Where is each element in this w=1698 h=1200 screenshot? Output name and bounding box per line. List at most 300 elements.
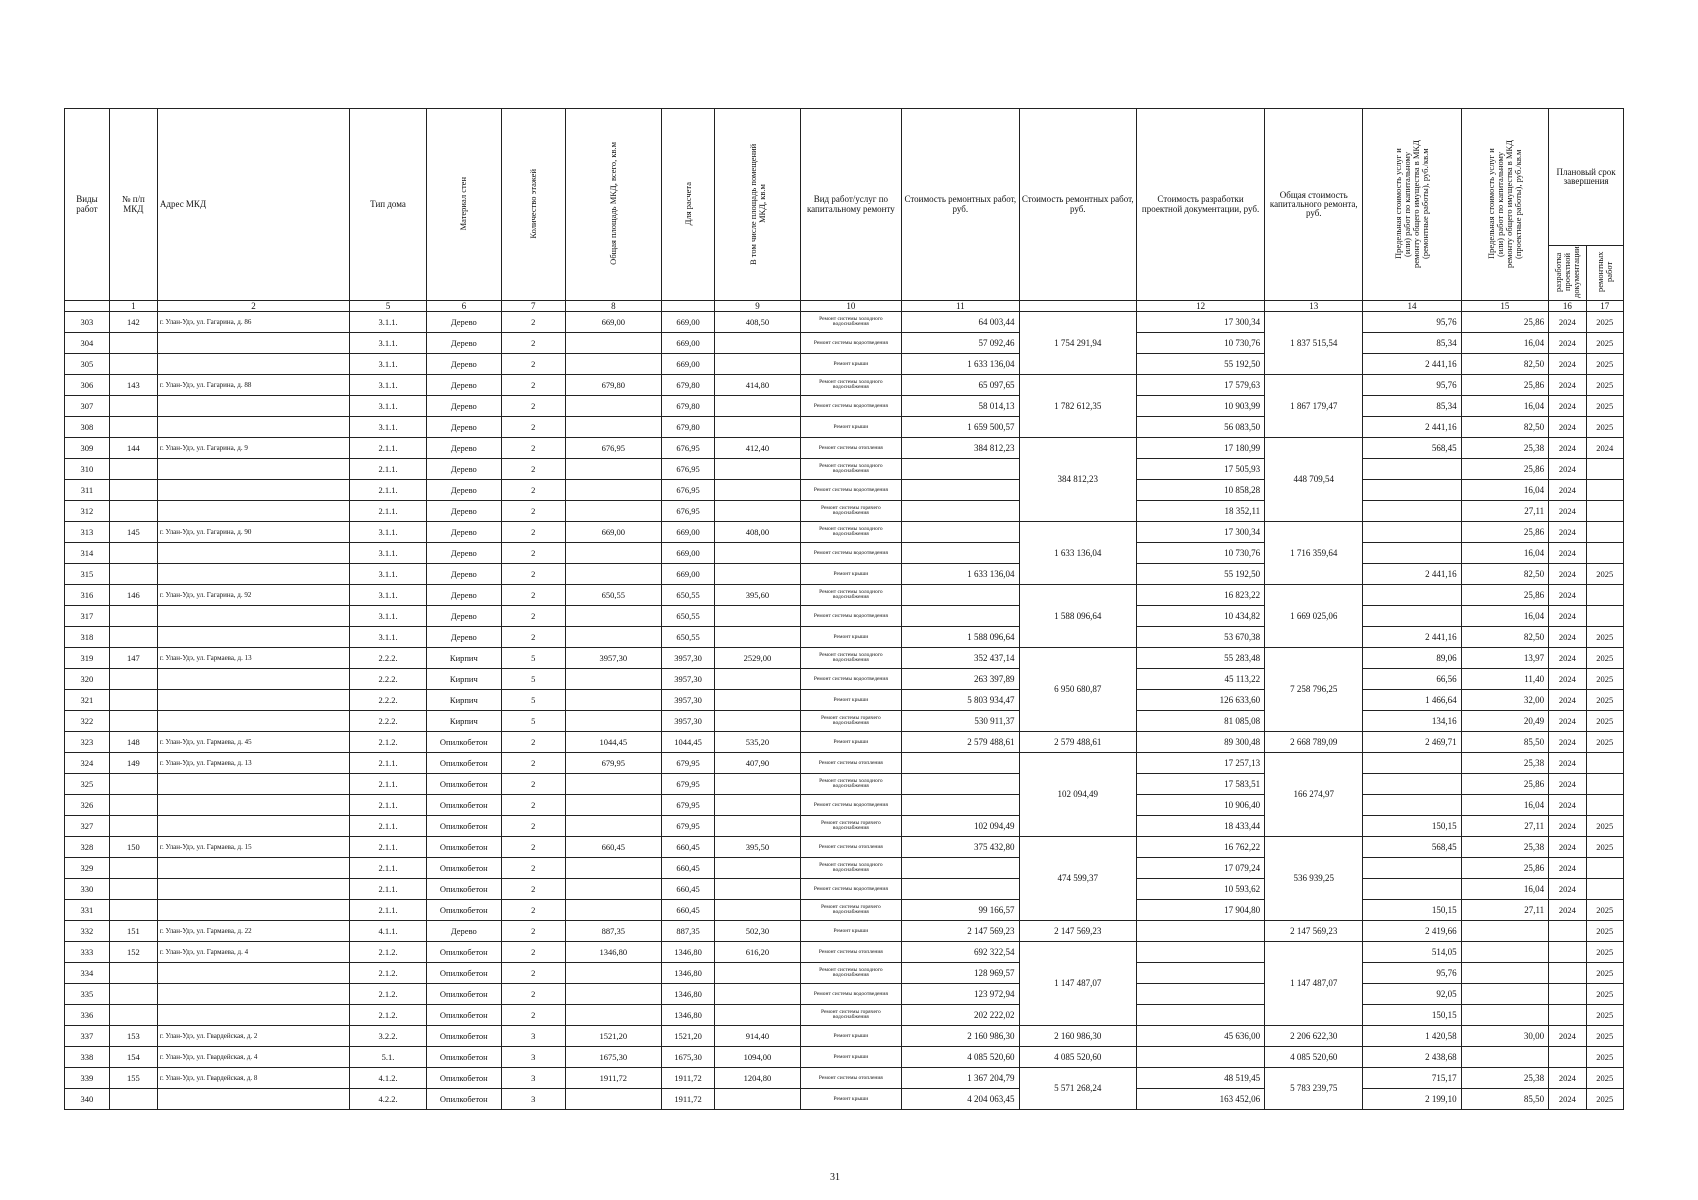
cell-design-cost (1137, 942, 1265, 963)
cell-wall-material: Опилкобетон (426, 1089, 501, 1110)
cell-repair-cost-sum: 2 160 986,30 (1019, 1026, 1136, 1047)
cell-plan-repair: 2024 (1586, 438, 1624, 459)
cell-limit-design: 82,50 (1461, 417, 1549, 438)
cell-address: г. Улан-Удэ, ул. Гвардейская, д. 4 (157, 1047, 349, 1068)
cell-limit-design: 16,04 (1461, 795, 1549, 816)
cell-total-area (565, 543, 661, 564)
cell-mkd-number (109, 669, 157, 690)
cell-repair-cost: 375 432,80 (902, 837, 1019, 858)
cell-plan-repair: 2025 (1586, 900, 1624, 921)
cell-repair-cost (902, 459, 1019, 480)
cell-total-area (565, 690, 661, 711)
cell-premises-area: 408,50 (715, 312, 800, 333)
cell-address (157, 669, 349, 690)
cell-mkd-number (109, 900, 157, 921)
cell-total-cost: 4 085 520,60 (1265, 1047, 1363, 1068)
cell-house-type: 3.1.1. (350, 396, 427, 417)
cell-address (157, 816, 349, 837)
cell-limit-design: 25,86 (1461, 774, 1549, 795)
cell-repair-cost: 530 911,37 (902, 711, 1019, 732)
cell-wall-material: Опилкобетон (426, 984, 501, 1005)
cell-premises-area (715, 501, 800, 522)
cell-limit-design: 16,04 (1461, 606, 1549, 627)
cell-plan-design (1549, 963, 1586, 984)
table-row (65, 837, 1624, 858)
cell-address: г. Улан-Удэ, ул. Гармаева, д. 13 (157, 648, 349, 669)
header-total-cost: Общая стоимость капитального ремонта, руб. (1265, 109, 1363, 301)
cell-plan-design (1549, 1005, 1586, 1026)
cell-wall-material: Опилкобетон (426, 963, 501, 984)
cell-house-type: 2.1.1. (350, 438, 427, 459)
cell-limit-repair: 134,16 (1363, 711, 1461, 732)
cell-calc-area: 660,45 (661, 837, 714, 858)
cell-plan-repair: 2025 (1586, 984, 1624, 1005)
cell-calc-area: 3957,30 (661, 648, 714, 669)
cell-repair-cost (902, 753, 1019, 774)
cell-limit-repair: 95,76 (1363, 375, 1461, 396)
cell-repair-cost: 4 085 520,60 (902, 1047, 1019, 1068)
cell-total-area (565, 774, 661, 795)
cell-work-kind: Ремонт системы водоотведения (800, 543, 901, 564)
cell-design-cost: 10 593,62 (1137, 879, 1265, 900)
cell-work-id: 323 (65, 732, 110, 753)
cell-calc-area: 660,45 (661, 900, 714, 921)
cell-repair-cost: 4 204 063,45 (902, 1089, 1019, 1110)
cell-work-id: 319 (65, 648, 110, 669)
cell-limit-repair: 568,45 (1363, 438, 1461, 459)
cell-total-area: 1044,45 (565, 732, 661, 753)
cell-work-id: 337 (65, 1026, 110, 1047)
cell-limit-design: 25,38 (1461, 837, 1549, 858)
cell-plan-repair: 2025 (1586, 1047, 1624, 1068)
cell-house-type: 2.1.1. (350, 900, 427, 921)
column-number-cell: 12 (1137, 301, 1265, 312)
table-row (65, 774, 1624, 795)
cell-calc-area: 650,55 (661, 627, 714, 648)
cell-premises-area (715, 543, 800, 564)
cell-design-cost: 55 192,50 (1137, 564, 1265, 585)
table-row (65, 942, 1624, 963)
cell-plan-repair (1586, 753, 1624, 774)
cell-plan-design: 2024 (1549, 690, 1586, 711)
cell-calc-area: 650,55 (661, 585, 714, 606)
cell-work-id: 313 (65, 522, 110, 543)
cell-work-id: 304 (65, 333, 110, 354)
cell-plan-design: 2024 (1549, 333, 1586, 354)
cell-plan-design: 2024 (1549, 543, 1586, 564)
cell-wall-material: Дерево (426, 396, 501, 417)
column-number-cell: 1 (109, 301, 157, 312)
cell-repair-cost: 202 222,02 (902, 1005, 1019, 1026)
cell-plan-design: 2024 (1549, 396, 1586, 417)
cell-total-cost: 1 147 487,07 (1265, 942, 1363, 1026)
cell-address: г. Улан-Удэ, ул. Гвардейская, д. 2 (157, 1026, 349, 1047)
cell-total-area: 676,95 (565, 438, 661, 459)
header-work-type: Виды работ (65, 109, 110, 301)
cell-limit-design: 25,86 (1461, 375, 1549, 396)
cell-total-cost: 1 716 359,64 (1265, 522, 1363, 585)
cell-mkd-number (109, 501, 157, 522)
cell-work-kind: Ремонт системы отопления (800, 1068, 901, 1089)
cell-plan-design (1549, 942, 1586, 963)
cell-limit-design (1461, 942, 1549, 963)
cell-repair-cost (902, 501, 1019, 522)
cell-limit-design: 30,00 (1461, 1026, 1549, 1047)
header-address: Адрес МКД (157, 109, 349, 301)
cell-house-type: 2.1.2. (350, 963, 427, 984)
cell-work-id: 322 (65, 711, 110, 732)
cell-plan-repair: 2025 (1586, 312, 1624, 333)
cell-floors: 3 (501, 1089, 565, 1110)
cell-design-cost: 10 906,40 (1137, 795, 1265, 816)
cell-mkd-number: 145 (109, 522, 157, 543)
cell-plan-repair (1586, 585, 1624, 606)
cell-address (157, 879, 349, 900)
cell-address (157, 543, 349, 564)
cell-total-area (565, 396, 661, 417)
cell-design-cost: 17 583,51 (1137, 774, 1265, 795)
table-row (65, 564, 1624, 585)
cell-plan-design: 2024 (1549, 417, 1586, 438)
column-number-cell: 15 (1461, 301, 1549, 312)
cell-mkd-number: 152 (109, 942, 157, 963)
cell-design-cost: 17 579,63 (1137, 375, 1265, 396)
cell-plan-design: 2024 (1549, 900, 1586, 921)
cell-premises-area: 408,00 (715, 522, 800, 543)
cell-work-kind: Ремонт системы холодного водоснабжения (800, 459, 901, 480)
cell-address (157, 690, 349, 711)
cell-address: г. Улан-Удэ, ул. Гармаева, д. 45 (157, 732, 349, 753)
cell-calc-area: 660,45 (661, 879, 714, 900)
cell-calc-area: 679,95 (661, 795, 714, 816)
cell-total-area (565, 480, 661, 501)
cell-address: г. Улан-Удэ, ул. Гагарина, д. 92 (157, 585, 349, 606)
cell-repair-cost-sum: 102 094,49 (1019, 753, 1136, 837)
cell-total-area (565, 816, 661, 837)
cell-design-cost: 55 283,48 (1137, 648, 1265, 669)
table-row (65, 480, 1624, 501)
cell-premises-area (715, 984, 800, 1005)
cell-work-id: 336 (65, 1005, 110, 1026)
cell-repair-cost-sum: 1 588 096,64 (1019, 585, 1136, 648)
cell-work-id: 314 (65, 543, 110, 564)
cell-wall-material: Опилкобетон (426, 1005, 501, 1026)
cell-repair-cost-sum: 1 633 136,04 (1019, 522, 1136, 585)
cell-design-cost: 56 083,50 (1137, 417, 1265, 438)
cell-limit-repair: 150,15 (1363, 1005, 1461, 1026)
header-design-cost: Стоимость разработки проектной документации, руб. (1137, 109, 1265, 301)
cell-repair-cost: 1 588 096,64 (902, 627, 1019, 648)
cell-work-kind: Ремонт системы отопления (800, 942, 901, 963)
cell-total-cost: 1 669 025,06 (1265, 585, 1363, 648)
cell-wall-material: Опилкобетон (426, 879, 501, 900)
table-row (65, 753, 1624, 774)
table-row (65, 627, 1624, 648)
cell-plan-repair: 2025 (1586, 417, 1624, 438)
cell-calc-area: 1346,80 (661, 1005, 714, 1026)
cell-limit-repair: 2 419,66 (1363, 921, 1461, 942)
cell-design-cost: 48 519,45 (1137, 1068, 1265, 1089)
cell-floors: 2 (501, 522, 565, 543)
cell-house-type: 2.1.1. (350, 816, 427, 837)
cell-work-id: 330 (65, 879, 110, 900)
cell-house-type: 2.1.1. (350, 459, 427, 480)
cell-plan-repair: 2025 (1586, 921, 1624, 942)
cell-repair-cost: 384 812,23 (902, 438, 1019, 459)
cell-mkd-number (109, 984, 157, 1005)
cell-repair-cost: 1 633 136,04 (902, 354, 1019, 375)
cell-design-cost: 17 505,93 (1137, 459, 1265, 480)
cell-repair-cost: 1 367 204,79 (902, 1068, 1019, 1089)
cell-address (157, 1005, 349, 1026)
cell-plan-design: 2024 (1549, 879, 1586, 900)
cell-total-cost: 2 147 569,23 (1265, 921, 1363, 942)
cell-work-kind: Ремонт крыши (800, 564, 901, 585)
cell-work-kind: Ремонт системы холодного водоснабжения (800, 963, 901, 984)
cell-premises-area (715, 1005, 800, 1026)
cell-premises-area: 535,20 (715, 732, 800, 753)
cell-limit-design: 20,49 (1461, 711, 1549, 732)
cell-house-type: 3.1.1. (350, 627, 427, 648)
cell-wall-material: Опилкобетон (426, 942, 501, 963)
cell-limit-repair (1363, 858, 1461, 879)
column-numbers-row (65, 301, 1624, 312)
cell-total-area: 1346,80 (565, 942, 661, 963)
cell-work-kind: Ремонт крыши (800, 690, 901, 711)
cell-premises-area (715, 816, 800, 837)
cell-total-cost: 1 837 515,54 (1265, 312, 1363, 375)
cell-address (157, 963, 349, 984)
cell-total-area (565, 333, 661, 354)
cell-plan-repair (1586, 543, 1624, 564)
cell-premises-area (715, 606, 800, 627)
cell-premises-area: 616,20 (715, 942, 800, 963)
cell-mkd-number: 146 (109, 585, 157, 606)
table-row (65, 417, 1624, 438)
cell-address (157, 795, 349, 816)
header-repair-cost: Стоимость ремонтных работ, руб. (902, 109, 1019, 301)
cell-work-kind: Ремонт системы отопления (800, 837, 901, 858)
cell-house-type: 2.1.1. (350, 774, 427, 795)
cell-work-kind: Ремонт крыши (800, 354, 901, 375)
cell-floors: 2 (501, 1005, 565, 1026)
cell-floors: 2 (501, 627, 565, 648)
cell-work-id: 305 (65, 354, 110, 375)
cell-mkd-number: 144 (109, 438, 157, 459)
cell-mkd-number: 150 (109, 837, 157, 858)
cell-total-area (565, 501, 661, 522)
cell-total-cost: 536 939,25 (1265, 837, 1363, 921)
cell-premises-area: 914,40 (715, 1026, 800, 1047)
cell-design-cost (1137, 1005, 1265, 1026)
cell-repair-cost-sum: 2 147 569,23 (1019, 921, 1136, 942)
cell-calc-area: 1911,72 (661, 1068, 714, 1089)
cell-premises-area: 1094,00 (715, 1047, 800, 1068)
cell-design-cost: 45 636,00 (1137, 1026, 1265, 1047)
cell-repair-cost: 2 579 488,61 (902, 732, 1019, 753)
table-row (65, 585, 1624, 606)
cell-work-kind: Ремонт крыши (800, 627, 901, 648)
cell-plan-design: 2024 (1549, 648, 1586, 669)
cell-floors: 2 (501, 564, 565, 585)
cell-calc-area: 669,00 (661, 312, 714, 333)
cell-total-cost: 448 709,54 (1265, 438, 1363, 522)
cell-plan-design: 2024 (1549, 627, 1586, 648)
cell-premises-area (715, 690, 800, 711)
cell-address (157, 396, 349, 417)
cell-work-id: 316 (65, 585, 110, 606)
cell-total-area (565, 900, 661, 921)
cell-wall-material: Дерево (426, 585, 501, 606)
cell-plan-design: 2024 (1549, 1068, 1586, 1089)
cell-limit-repair: 2 199,10 (1363, 1089, 1461, 1110)
cell-mkd-number: 153 (109, 1026, 157, 1047)
cell-limit-design: 32,00 (1461, 690, 1549, 711)
cell-wall-material: Дерево (426, 354, 501, 375)
cell-mkd-number: 154 (109, 1047, 157, 1068)
cell-wall-material: Кирпич (426, 669, 501, 690)
cell-repair-cost-sum: 384 812,23 (1019, 438, 1136, 522)
table-row (65, 1047, 1624, 1068)
cell-house-type: 4.2.2. (350, 1089, 427, 1110)
cell-wall-material: Опилкобетон (426, 753, 501, 774)
cell-premises-area: 502,30 (715, 921, 800, 942)
cell-design-cost: 17 300,34 (1137, 312, 1265, 333)
page-number: 31 (830, 1172, 840, 1183)
cell-design-cost: 17 180,99 (1137, 438, 1265, 459)
table-row (65, 312, 1624, 333)
column-number-cell: 5 (350, 301, 427, 312)
cell-plan-repair (1586, 522, 1624, 543)
cell-work-id: 317 (65, 606, 110, 627)
cell-house-type: 3.1.1. (350, 417, 427, 438)
cell-wall-material: Дерево (426, 921, 501, 942)
cell-premises-area: 407,90 (715, 753, 800, 774)
cell-repair-cost: 1 633 136,04 (902, 564, 1019, 585)
cell-total-area (565, 879, 661, 900)
cell-total-area (565, 669, 661, 690)
cell-limit-repair: 1 466,64 (1363, 690, 1461, 711)
cell-calc-area: 669,00 (661, 564, 714, 585)
cell-floors: 2 (501, 774, 565, 795)
cell-work-id: 339 (65, 1068, 110, 1089)
cell-floors: 2 (501, 333, 565, 354)
cell-work-id: 325 (65, 774, 110, 795)
cell-address (157, 417, 349, 438)
cell-premises-area (715, 669, 800, 690)
cell-repair-cost: 2 160 986,30 (902, 1026, 1019, 1047)
cell-plan-design (1549, 921, 1586, 942)
cell-floors: 2 (501, 354, 565, 375)
cell-total-area (565, 984, 661, 1005)
cell-limit-repair (1363, 522, 1461, 543)
cell-work-kind: Ремонт системы водоотведения (800, 795, 901, 816)
cell-premises-area (715, 480, 800, 501)
cell-calc-area: 3957,30 (661, 690, 714, 711)
cell-premises-area (715, 711, 800, 732)
column-number-cell: 2 (157, 301, 349, 312)
cell-work-kind: Ремонт системы горячего водоснабжения (800, 900, 901, 921)
cell-limit-repair: 85,34 (1363, 396, 1461, 417)
cell-premises-area: 395,50 (715, 837, 800, 858)
cell-mkd-number (109, 480, 157, 501)
header-mkd-number: № п/п МКД (109, 109, 157, 301)
cell-work-id: 321 (65, 690, 110, 711)
cell-total-area: 1911,72 (565, 1068, 661, 1089)
cell-house-type: 3.1.1. (350, 333, 427, 354)
cell-plan-design (1549, 1047, 1586, 1068)
cell-design-cost: 17 904,80 (1137, 900, 1265, 921)
cell-mkd-number (109, 354, 157, 375)
cell-house-type: 3.1.1. (350, 585, 427, 606)
cell-address (157, 984, 349, 1005)
cell-house-type: 3.1.1. (350, 522, 427, 543)
cell-repair-cost-sum: 6 950 680,87 (1019, 648, 1136, 732)
cell-plan-repair: 2025 (1586, 333, 1624, 354)
cell-limit-repair: 2 438,68 (1363, 1047, 1461, 1068)
cell-calc-area: 676,95 (661, 438, 714, 459)
cell-house-type: 2.1.2. (350, 732, 427, 753)
cell-plan-repair: 2025 (1586, 1068, 1624, 1089)
table-row (65, 711, 1624, 732)
table-row (65, 669, 1624, 690)
column-number-cell: 6 (426, 301, 501, 312)
cell-work-id: 338 (65, 1047, 110, 1068)
cell-plan-repair (1586, 795, 1624, 816)
cell-work-id: 307 (65, 396, 110, 417)
cell-total-area (565, 606, 661, 627)
cell-house-type: 2.2.2. (350, 648, 427, 669)
cell-work-id: 327 (65, 816, 110, 837)
cell-total-area (565, 1089, 661, 1110)
cell-wall-material: Дерево (426, 438, 501, 459)
cell-limit-design: 16,04 (1461, 543, 1549, 564)
cell-calc-area: 1911,72 (661, 1089, 714, 1110)
cell-mkd-number (109, 816, 157, 837)
cell-total-area (565, 963, 661, 984)
table-body (65, 312, 1624, 1110)
cell-wall-material: Дерево (426, 375, 501, 396)
cell-repair-cost: 123 972,94 (902, 984, 1019, 1005)
cell-total-area (565, 711, 661, 732)
cell-mkd-number (109, 1005, 157, 1026)
cell-floors: 2 (501, 543, 565, 564)
cell-work-kind: Ремонт системы холодного водоснабжения (800, 312, 901, 333)
cell-repair-cost: 64 003,44 (902, 312, 1019, 333)
cell-floors: 2 (501, 816, 565, 837)
cell-limit-repair (1363, 459, 1461, 480)
cell-total-area: 669,00 (565, 522, 661, 543)
cell-design-cost: 126 633,60 (1137, 690, 1265, 711)
cell-repair-cost (902, 858, 1019, 879)
cell-address: г. Улан-Удэ, ул. Гагарина, д. 90 (157, 522, 349, 543)
cell-limit-design: 25,86 (1461, 858, 1549, 879)
cell-wall-material: Опилкобетон (426, 858, 501, 879)
cell-limit-repair: 85,34 (1363, 333, 1461, 354)
cell-calc-area: 679,95 (661, 816, 714, 837)
cell-premises-area (715, 1089, 800, 1110)
cell-plan-design: 2024 (1549, 585, 1586, 606)
cell-limit-repair: 95,76 (1363, 312, 1461, 333)
cell-plan-repair (1586, 774, 1624, 795)
column-number-cell (65, 301, 110, 312)
cell-premises-area (715, 417, 800, 438)
cell-total-cost: 1 867 179,47 (1265, 375, 1363, 438)
cell-plan-repair (1586, 879, 1624, 900)
cell-plan-design: 2024 (1549, 459, 1586, 480)
header-wall-material: Материал стен (426, 109, 501, 301)
cell-plan-repair: 2025 (1586, 627, 1624, 648)
